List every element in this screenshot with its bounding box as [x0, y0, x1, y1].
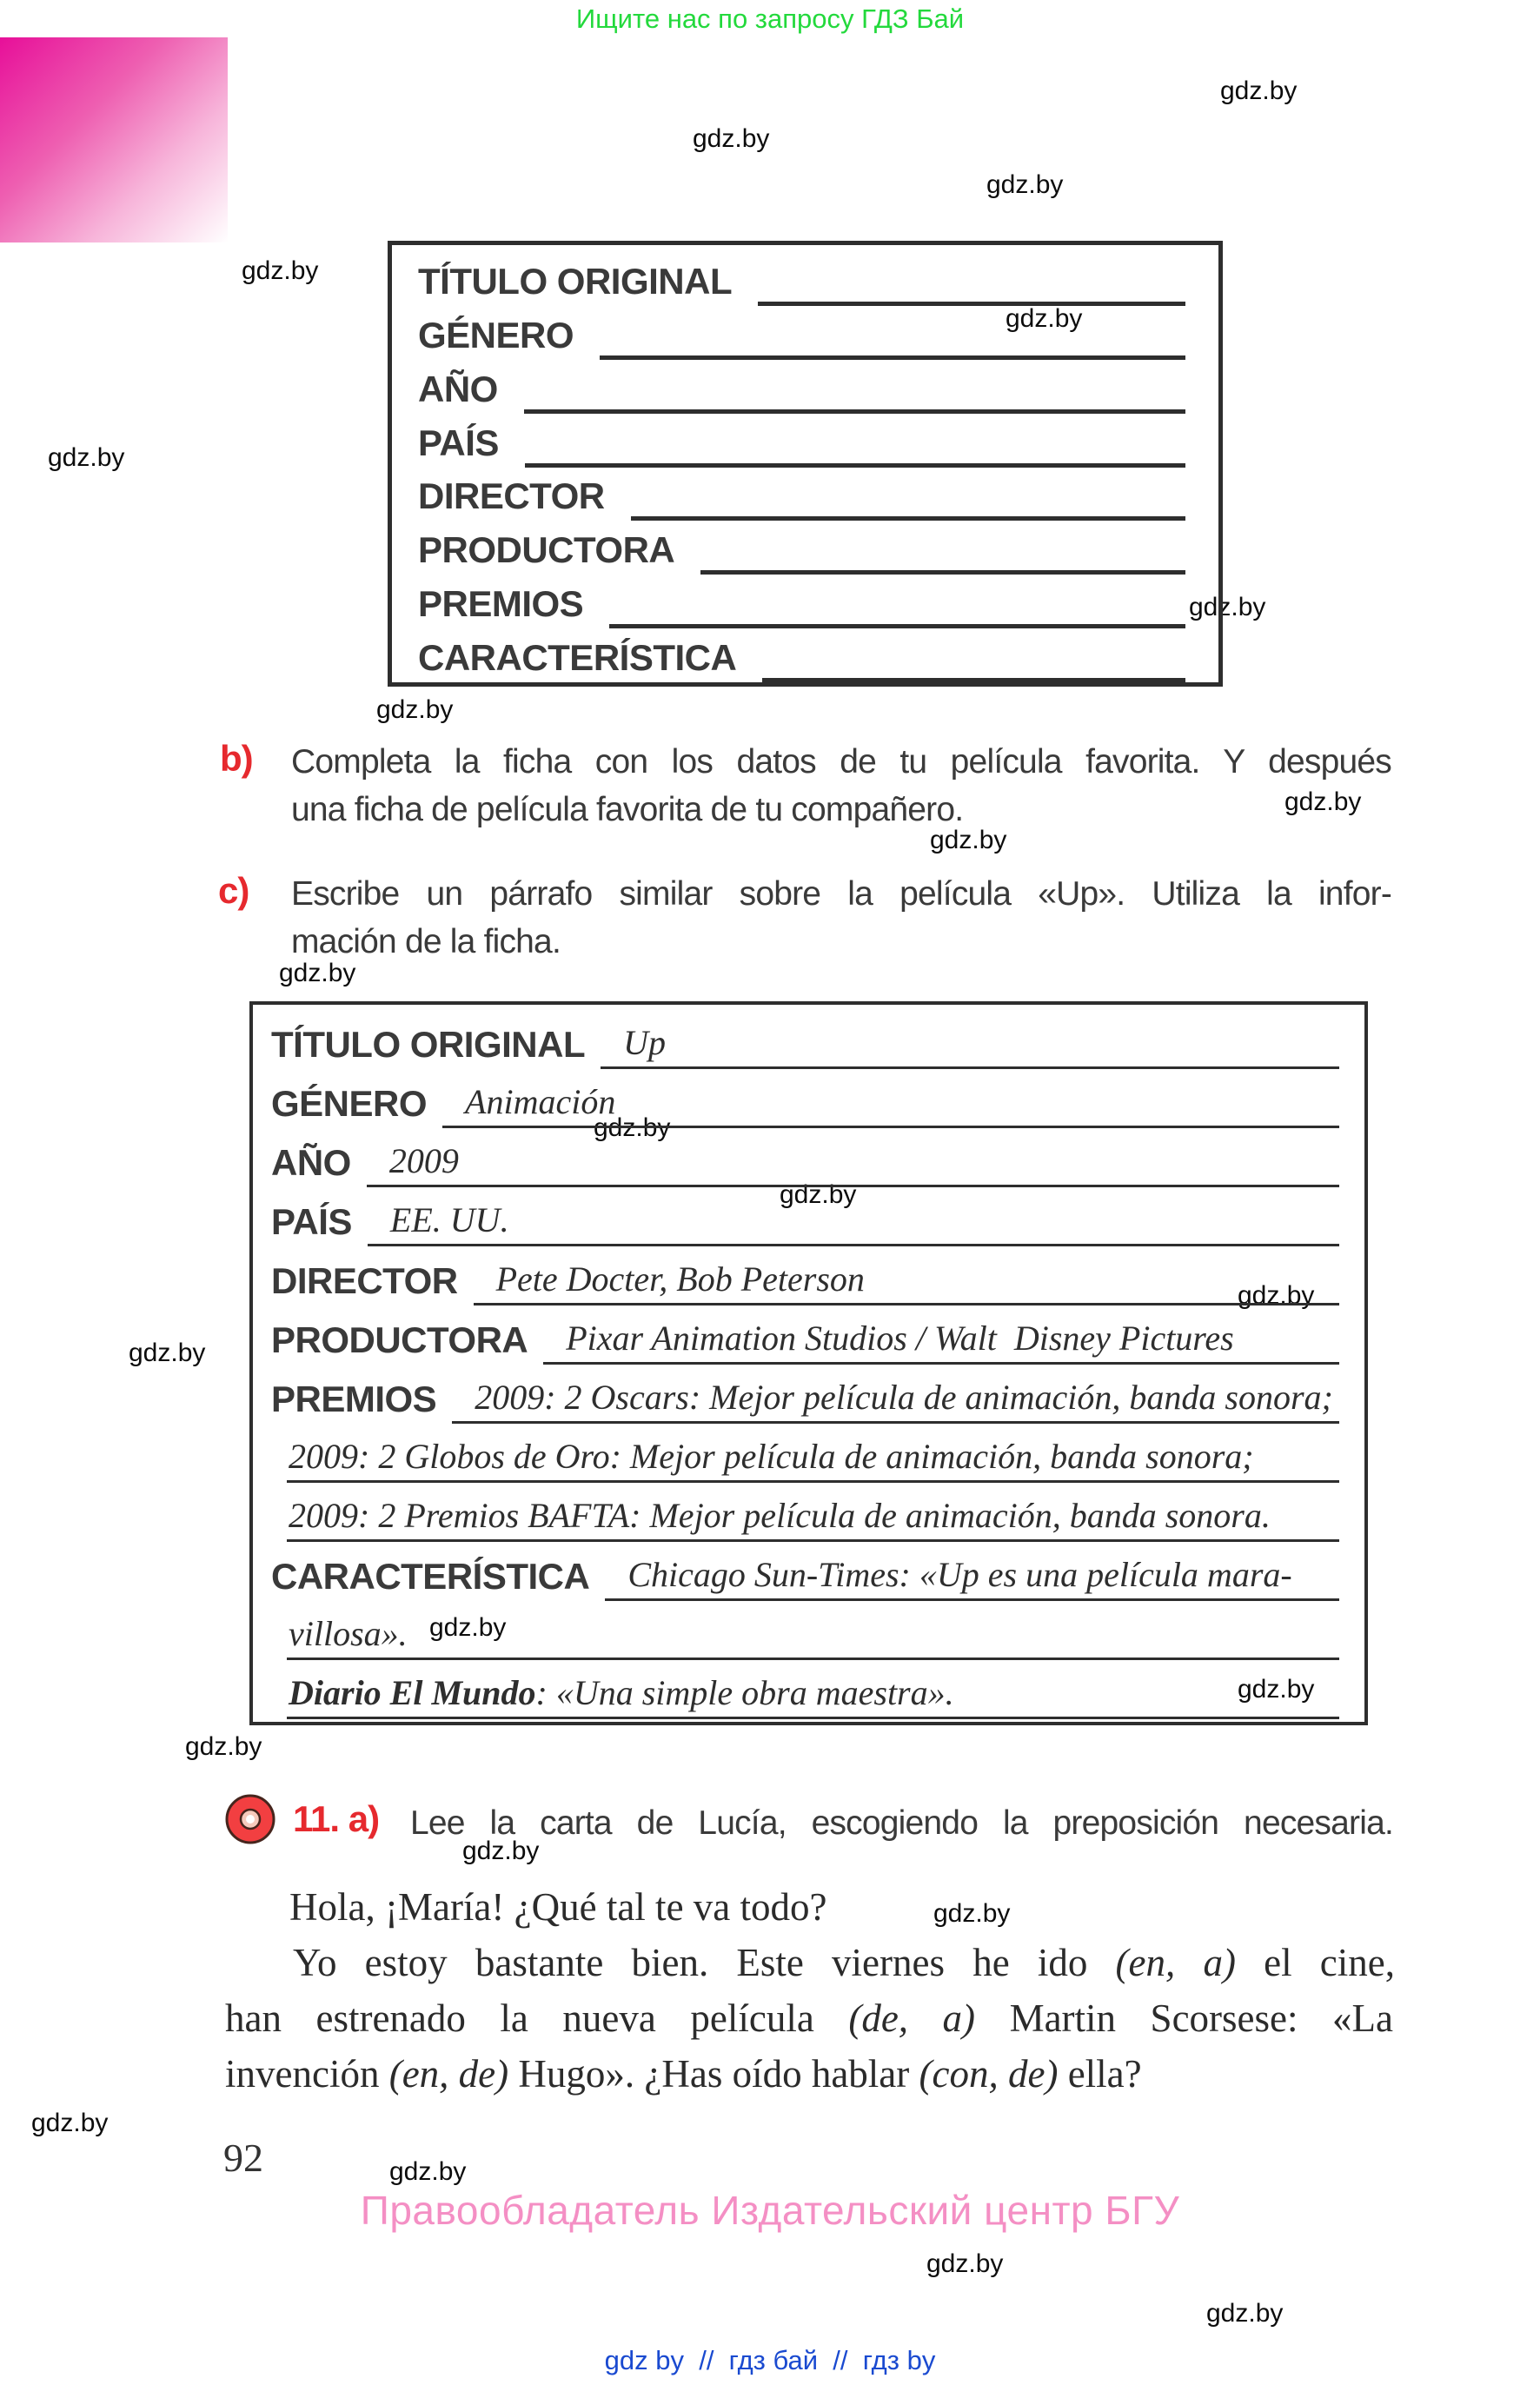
field-label: TÍTULO ORIGINAL	[271, 1024, 586, 1065]
field-line	[367, 1141, 1339, 1187]
gdz-watermark: gdz.by	[48, 443, 125, 472]
field-label: PAÍS	[271, 1201, 352, 1242]
gdz-watermark: gdz.by	[1206, 2299, 1284, 2328]
gdz-watermark: gdz.by	[129, 1339, 206, 1367]
exercise-b-marker: b)	[220, 738, 253, 779]
gdz-watermark: gdz.by	[1238, 1675, 1315, 1704]
ficha-row	[271, 1305, 1339, 1365]
field-label: GÉNERO	[418, 314, 574, 355]
ficha-row	[271, 1483, 1339, 1542]
gdz-watermark: gdz.by	[185, 1732, 262, 1761]
gdz-watermark: gdz.by	[376, 695, 454, 724]
letter-text: Martin Scorsese: «La	[975, 1996, 1393, 2040]
field-label: PAÍS	[418, 422, 499, 463]
letter-text: han estrenado la nueva película	[225, 1996, 849, 2040]
field-line	[287, 1439, 1339, 1483]
footer-links: gdz by // гдз бай // гдз by	[604, 2345, 936, 2375]
film-form-blank	[388, 241, 1223, 687]
ficha-row	[271, 1601, 1339, 1660]
field-value	[287, 1673, 954, 1717]
gdz-watermark: gdz.by	[279, 959, 356, 987]
gdz-watermark: gdz.by	[1284, 787, 1362, 816]
field-line	[474, 1259, 1339, 1305]
exercise-b-text	[291, 738, 1391, 834]
ficha-row	[418, 306, 1185, 360]
exercise-b-line1: Completa la ficha con los datos de tu película favorita. Y después	[291, 743, 1391, 781]
page-number: 92	[223, 2136, 263, 2180]
letter-option: (con, de)	[919, 2052, 1059, 2096]
ficha-row	[418, 575, 1185, 628]
field-value: Pete Docter, Bob Peterson	[495, 1259, 865, 1299]
field-value-rest: : «Una simple obra maestra».	[535, 1673, 954, 1712]
letter-text: invención	[225, 2052, 389, 2096]
gdz-watermark: gdz.by	[462, 1837, 540, 1865]
field-line	[368, 1200, 1339, 1246]
ficha-row	[418, 628, 1185, 682]
field-label: PRODUCTORA	[418, 529, 675, 571]
field-label: AÑO	[271, 1142, 351, 1183]
gdz-watermark: gdz.by	[926, 2249, 1004, 2278]
field-label: DIRECTOR	[271, 1260, 458, 1301]
ficha-row	[418, 360, 1185, 414]
field-line	[452, 1380, 1339, 1424]
field-value: 2009: 2 Premios BAFTA: Mejor película de animación, banda sonora.	[289, 1496, 1271, 1535]
letter-text: Yo estoy bastante bien. Este viernes he ido	[293, 1941, 1116, 1984]
gdz-watermark: gdz.by	[1220, 76, 1298, 105]
ficha-row	[271, 1246, 1339, 1305]
audio-disc-icon	[224, 1793, 276, 1845]
field-label: CARACTERÍSTICA	[271, 1556, 590, 1597]
gdz-watermark: gdz.by	[933, 1899, 1011, 1928]
letter-line3	[225, 1997, 1393, 2041]
gdz-watermark: gdz.by	[1006, 304, 1083, 333]
field-value: Pixar Animation Studios / Walt Disney Pictures	[566, 1319, 1234, 1358]
gdz-watermark: gdz.by	[986, 170, 1064, 199]
exercise-c-line1: Escribe un párrafo similar sobre la película «Up». Utiliza la infor-	[291, 875, 1391, 913]
gdz-watermark: gdz.by	[242, 256, 319, 285]
exercise-b-line2: una ficha de película favorita de tu compañero.	[291, 791, 964, 828]
field-line	[287, 1498, 1339, 1542]
gdz-watermark: gdz.by	[594, 1113, 671, 1142]
field-label: AÑO	[418, 368, 498, 409]
gdz-watermark: gdz.by	[31, 2109, 109, 2137]
field-label: DIRECTOR	[418, 475, 605, 517]
pink-gradient-decoration	[0, 37, 228, 242]
letter-option: (de, a)	[848, 1996, 976, 2040]
field-value-bold: Diario El Mundo	[289, 1673, 536, 1712]
gdz-watermark: gdz.by	[930, 826, 1007, 854]
field-line	[442, 1082, 1339, 1128]
field-label: PREMIOS	[418, 583, 584, 625]
ficha-row	[271, 1128, 1339, 1187]
promo-banner: Ищите нас по запросу ГДЗ Бай	[575, 3, 965, 34]
field-line	[287, 1613, 1339, 1660]
letter-option: (en, de)	[388, 2052, 509, 2096]
ficha-row	[418, 468, 1185, 522]
letter-line4	[225, 2053, 1142, 2096]
field-label: PREMIOS	[271, 1379, 437, 1419]
ficha-row	[418, 521, 1185, 575]
field-value: 2009: 2 Globos de Oro: Mejor película de animación, banda sonora;	[289, 1437, 1254, 1476]
field-value: Up	[623, 1023, 667, 1062]
field-line	[762, 678, 1185, 682]
ficha-row	[418, 414, 1185, 468]
gdz-watermark: gdz.by	[429, 1613, 507, 1642]
film-form-filled	[249, 1001, 1368, 1725]
ficha-row	[271, 1660, 1339, 1719]
field-label: GÉNERO	[271, 1083, 428, 1124]
exercise-11-marker: 11. a)	[293, 1798, 380, 1839]
letter-line1: Hola, ¡María! ¿Qué tal te va todo?	[289, 1885, 827, 1929]
letter-line2	[293, 1942, 1395, 1985]
ficha-row	[271, 1010, 1339, 1069]
field-line	[543, 1321, 1339, 1365]
ficha-row	[418, 252, 1185, 306]
letter-text: el cine,	[1235, 1941, 1395, 1984]
field-line	[601, 1023, 1339, 1069]
field-label: TÍTULO ORIGINAL	[418, 260, 733, 302]
field-value: 2009	[388, 1141, 459, 1180]
exercise-c-marker: c)	[218, 870, 249, 911]
letter-option: (en, a)	[1115, 1941, 1236, 1984]
field-line	[287, 1673, 1339, 1719]
gdz-watermark: gdz.by	[780, 1180, 857, 1209]
field-value: 2009: 2 Oscars: Mejor película de animación, banda sonora;	[475, 1378, 1333, 1417]
field-label: CARACTERÍSTICA	[418, 637, 737, 678]
ficha-row	[271, 1424, 1339, 1483]
ficha-row	[271, 1365, 1339, 1424]
field-value: villosa».	[289, 1614, 408, 1653]
field-label: PRODUCTORA	[271, 1319, 528, 1360]
gdz-watermark: gdz.by	[1189, 593, 1266, 621]
field-line	[605, 1555, 1339, 1601]
ficha-row	[271, 1069, 1339, 1128]
field-value: Chicago Sun-Times: «Up es una película mara-	[627, 1555, 1292, 1594]
exercise-c-line2: mación de la ficha.	[291, 923, 561, 960]
field-value: Animación	[465, 1082, 616, 1121]
letter-text: ella?	[1058, 2052, 1142, 2096]
field-value: EE. UU.	[389, 1200, 509, 1239]
gdz-watermark: gdz.by	[693, 124, 770, 153]
exercise-11-text: Lee la carta de Lucía, escogiendo la preposición necesaria.	[410, 1804, 1393, 1842]
ficha-row	[271, 1187, 1339, 1246]
gdz-watermark: gdz.by	[389, 2157, 467, 2186]
letter-text: Hugo». ¿Has oído hablar	[508, 2052, 919, 2096]
ficha-row	[271, 1542, 1339, 1601]
publisher-footer: Правообладатель Издательский центр БГУ	[360, 2188, 1180, 2233]
exercise-c-text	[291, 870, 1391, 966]
gdz-watermark: gdz.by	[1238, 1281, 1315, 1310]
